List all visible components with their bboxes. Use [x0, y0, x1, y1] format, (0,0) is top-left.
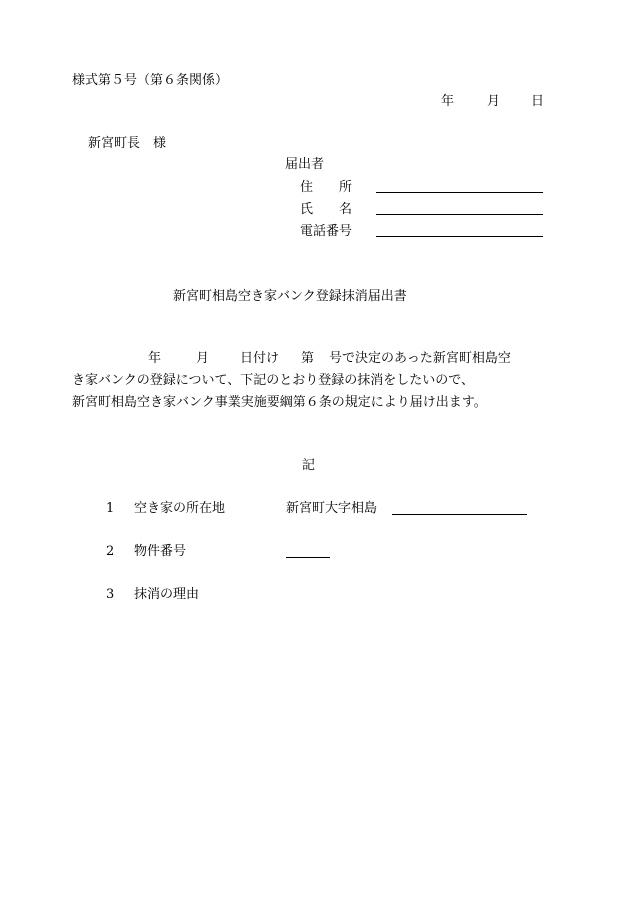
- item-label: 物件番号: [134, 544, 187, 559]
- item-label: 空き家の所在地: [134, 501, 226, 516]
- document-title: 新宮町相島空き家バンク登録抹消届出書: [173, 289, 407, 304]
- date-month-label: 月: [487, 94, 501, 109]
- address-field[interactable]: [376, 192, 543, 193]
- addressee: 新宮町長 様: [88, 136, 167, 151]
- item-number: 1: [106, 501, 115, 516]
- address-label: 住 所: [300, 180, 353, 195]
- item-value: 新宮町大字相島: [286, 501, 378, 516]
- notifier-heading: 届出者: [285, 157, 325, 172]
- form-number: 様式第５号（第６条関係）: [72, 73, 229, 88]
- location-field[interactable]: [392, 514, 527, 515]
- body-month-label: 月: [196, 351, 210, 366]
- item-number: 2: [106, 544, 115, 559]
- body-day-label: 日付け: [240, 351, 280, 366]
- body-line3: 新宮町相島空き家バンク事業実施要綱第６条の規定により届け出ます。: [72, 395, 487, 410]
- body-dai-label: 第: [301, 351, 315, 366]
- body-line2: き家バンクの登録について、下記のとおり登録の抹消をしたいので、: [72, 373, 474, 388]
- body-year-label: 年: [148, 351, 162, 366]
- phone-field[interactable]: [376, 236, 543, 237]
- property-number-field[interactable]: [286, 557, 330, 558]
- item-number: 3: [106, 587, 115, 602]
- date-day-label: 日: [531, 94, 545, 109]
- phone-label: 電話番号: [300, 224, 353, 239]
- body-line1-rest: 号で決定のあった新宮町相島空: [329, 351, 511, 366]
- date-year-label: 年: [441, 94, 455, 109]
- item-label: 抹消の理由: [134, 587, 200, 602]
- name-label: 氏 名: [300, 202, 353, 217]
- ki-heading: 記: [302, 458, 316, 473]
- name-field[interactable]: [376, 214, 543, 215]
